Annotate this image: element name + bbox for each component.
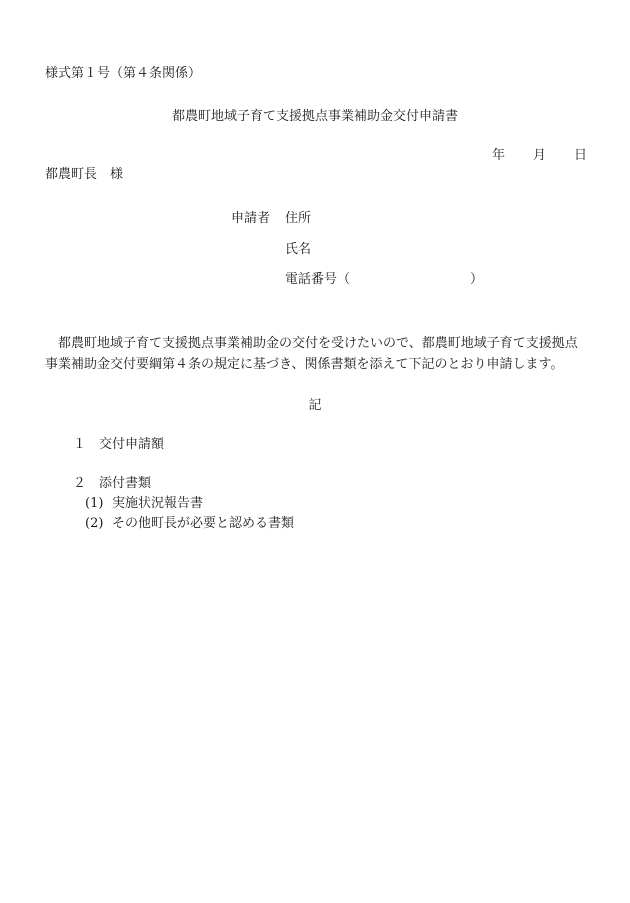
item-text: 添付書類 bbox=[99, 476, 152, 491]
addressee: 都農町長 様 bbox=[45, 167, 124, 182]
attachment-number: (2) bbox=[85, 516, 104, 531]
item-text: 交付申請額 bbox=[99, 437, 165, 452]
item-number: １ bbox=[73, 437, 87, 452]
attachment-text: その他町長が必要と認める書類 bbox=[112, 516, 295, 531]
item-number: ２ bbox=[73, 476, 87, 491]
date-month-label: 月 bbox=[533, 148, 547, 163]
date-day-label: 日 bbox=[574, 148, 588, 163]
applicant-label: 申請者 bbox=[231, 211, 271, 226]
form-number: 様式第１号（第４条関係） bbox=[45, 66, 202, 81]
ki-heading: 記 bbox=[308, 398, 322, 413]
phone-label: 電話番号（ bbox=[285, 272, 351, 287]
document-title: 都農町地域子育て支援拠点事業補助金交付申請書 bbox=[171, 109, 458, 124]
body-text-line-2: 事業補助金交付要綱第４条の規定に基づき、関係書類を添えて下記のとおり申請します。 bbox=[45, 357, 564, 372]
phone-close-paren: ） bbox=[470, 272, 484, 287]
name-label: 氏名 bbox=[285, 242, 312, 257]
date-year-label: 年 bbox=[492, 148, 506, 163]
address-label: 住所 bbox=[285, 211, 312, 226]
body-text-line-1: 都農町地域子育て支援拠点事業補助金の交付を受けたいので、都農町地域子育て支援拠点 bbox=[58, 336, 578, 351]
attachment-number: (1) bbox=[85, 496, 104, 511]
attachment-text: 実施状況報告書 bbox=[112, 496, 204, 511]
